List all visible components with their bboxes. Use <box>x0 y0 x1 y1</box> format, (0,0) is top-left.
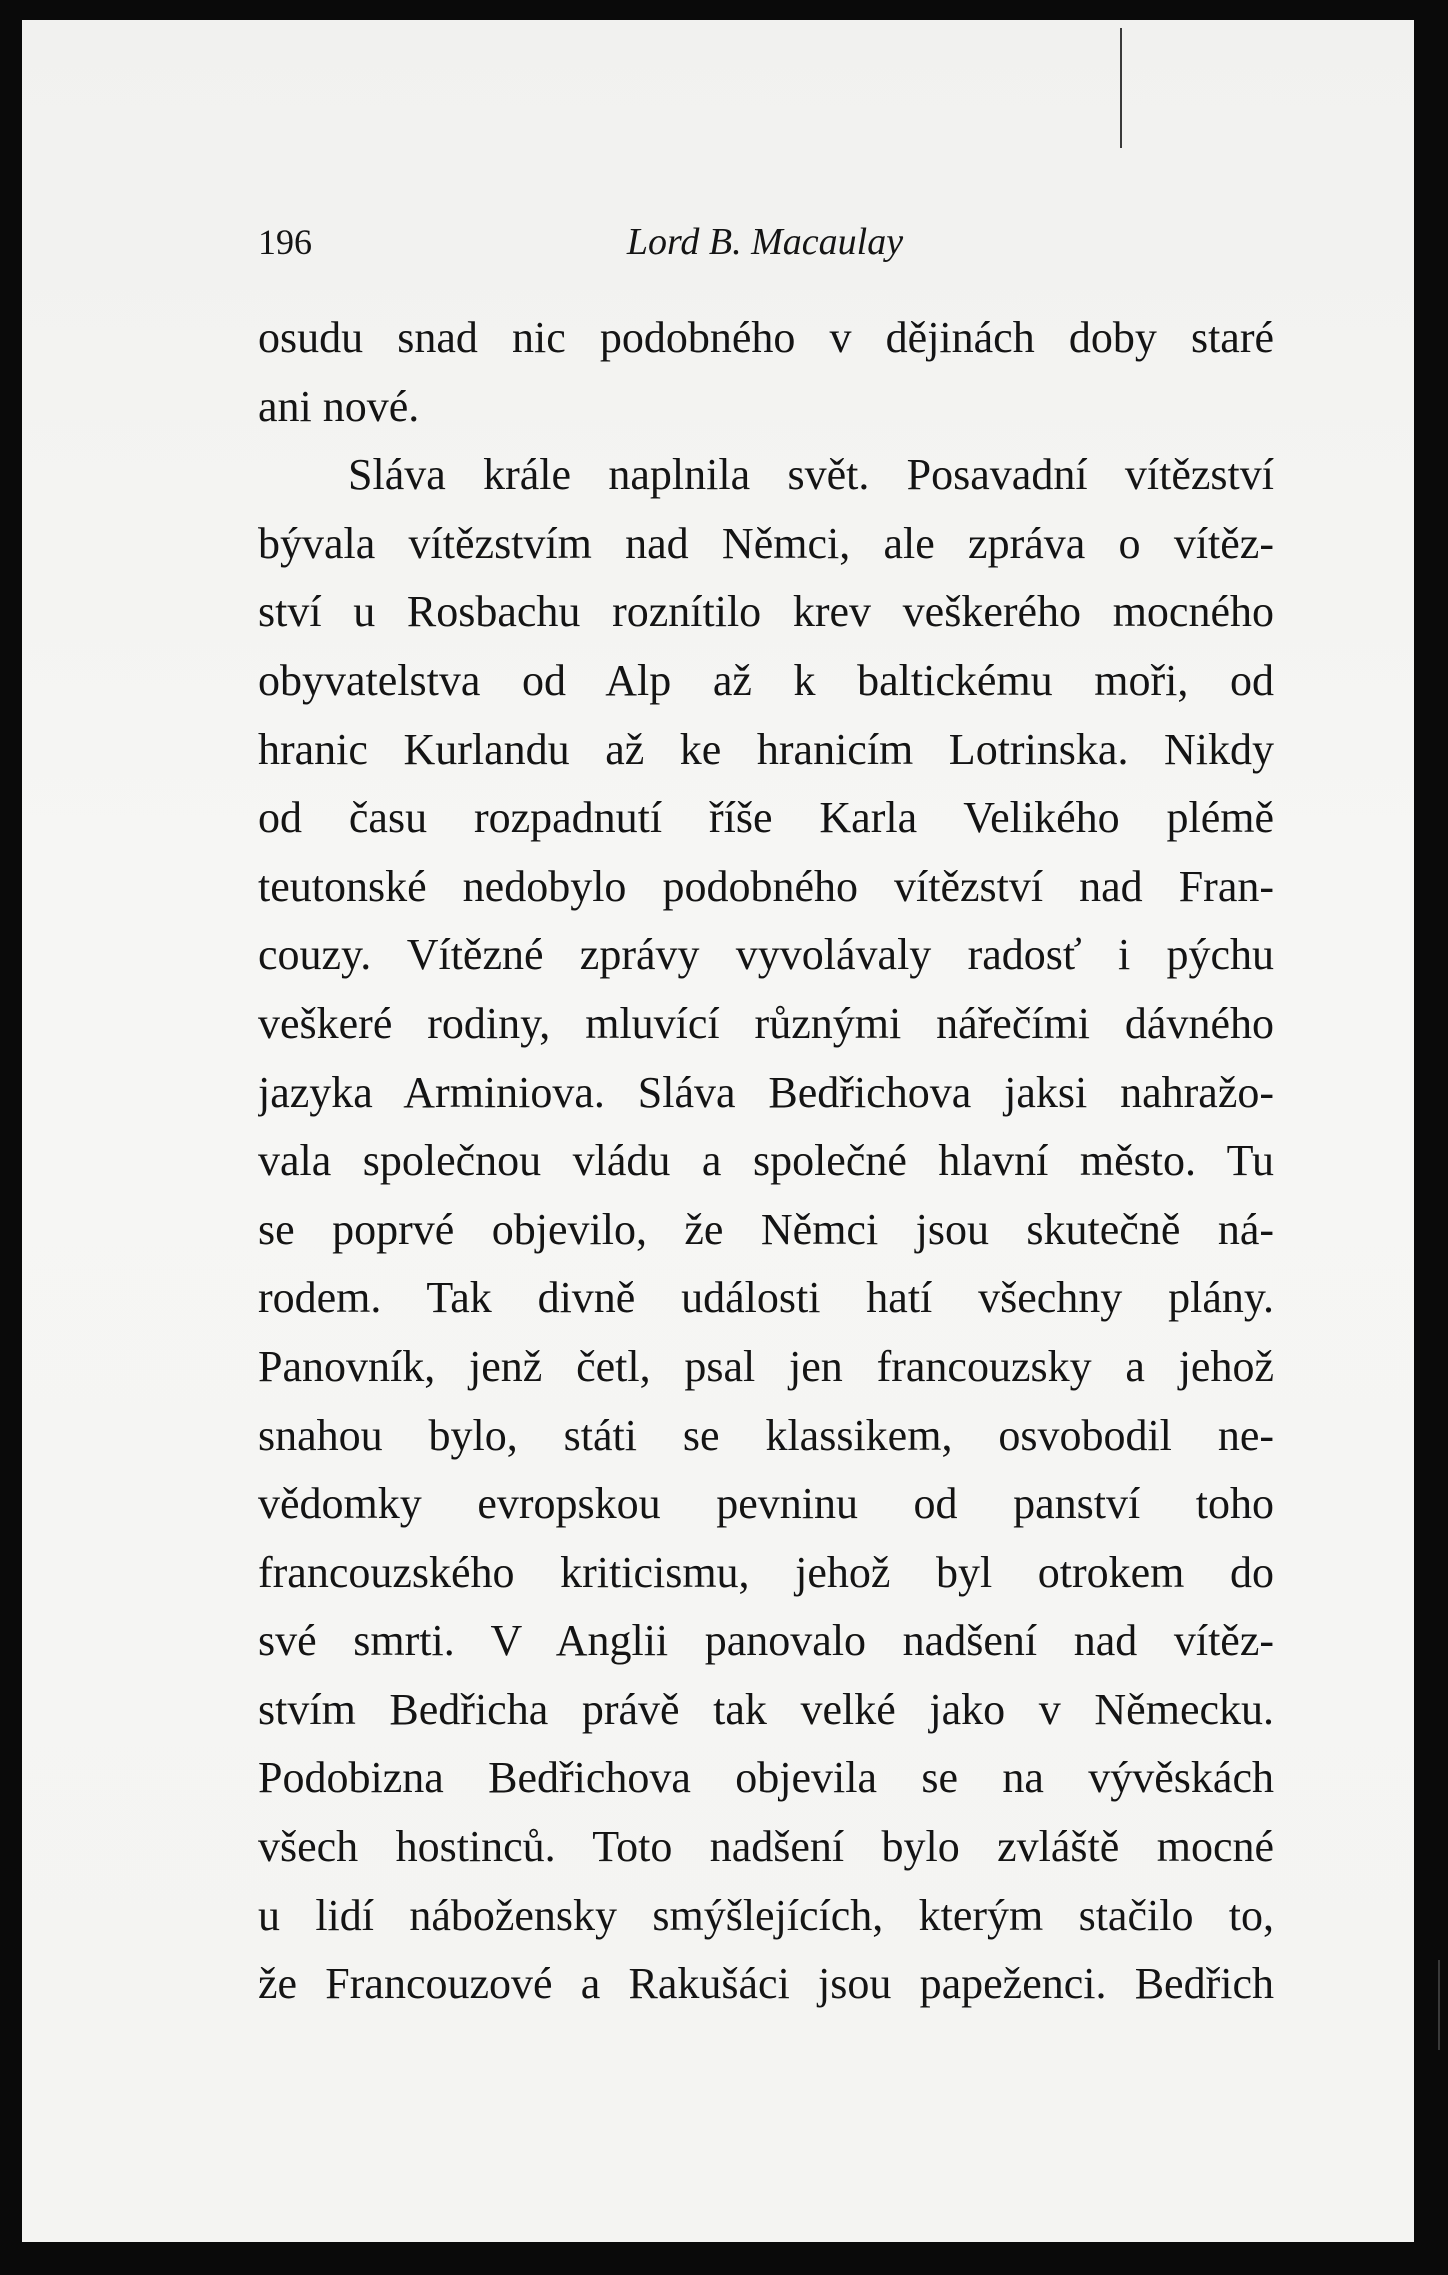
text-line: ani nové. <box>258 381 420 431</box>
running-title: Lord B. Macaulay <box>626 221 904 263</box>
page-number: 196 <box>258 222 312 262</box>
text-line: všech hostinců. Toto nadšení bylo zvláště mocné <box>258 1822 1274 1872</box>
text-line: osudu snad nic podobného v dějinách doby staré <box>258 313 1274 362</box>
text-line: francouzského kriticismu, jehož byl otrokem do <box>258 1547 1274 1597</box>
text-line: hranic Kurlandu až ke hranicím Lotrinska. Nikdy <box>258 724 1274 774</box>
text-line: bývala vítězstvím nad Němci, ale zpráva o vítěz- <box>258 518 1274 568</box>
text-line: u lidí nábožensky smýšlejících, kterým stačilo to, <box>258 1890 1274 1940</box>
text-line: jazyka Arminiova. Sláva Bedřichova jaksi nahražo- <box>258 1067 1274 1117</box>
body-text <box>258 304 1274 2019</box>
text-line: ství u Rosbachu roznítilo krev veškerého mocného <box>258 587 1274 637</box>
text-line: rodem. Tak divně události hatí všechny plány. <box>258 1273 1274 1323</box>
text-line: veškeré rodiny, mluvící různými nářečími dávného <box>258 998 1274 1048</box>
text-line: se poprvé objevilo, že Němci jsou skutečně ná- <box>258 1204 1274 1254</box>
scan-edge-mark <box>1120 28 1122 148</box>
text-line: stvím Bedřicha právě tak velké jako v Německu. <box>258 1684 1274 1734</box>
text-line: své smrti. V Anglii panovalo nadšení nad vítěz- <box>258 1616 1274 1666</box>
text-line: couzy. Vítězné zprávy vyvolávaly radosť i pýchu <box>258 930 1274 980</box>
text-line: Panovník, jenž četl, psal jen francouzsky a jehož <box>258 1341 1274 1391</box>
page-header <box>258 212 1272 272</box>
text-line: vědomky evropskou pevninu od panství toho <box>258 1479 1274 1529</box>
text-line: že Francouzové a Rakušáci jsou papeženci. Bedřich <box>258 1959 1274 2009</box>
text-line: od času rozpadnutí říše Karla Velikého plémě <box>258 793 1274 843</box>
text-line: Podobizna Bedřichova objevila se na vývěskách <box>258 1753 1274 1803</box>
text-line: vala společnou vládu a společné hlavní město. Tu <box>258 1136 1274 1186</box>
scan-edge-mark <box>1438 1960 1440 2050</box>
text-line: snahou bylo, státi se klassikem, osvobodil ne- <box>258 1410 1274 1460</box>
text-line: teutonské nedobylo podobného vítězství nad Fran- <box>258 861 1274 911</box>
text-line: obyvatelstva od Alp až k baltickému moři, od <box>258 655 1274 705</box>
text-line: Sláva krále naplnila svět. Posavadní vítězství <box>348 450 1274 500</box>
